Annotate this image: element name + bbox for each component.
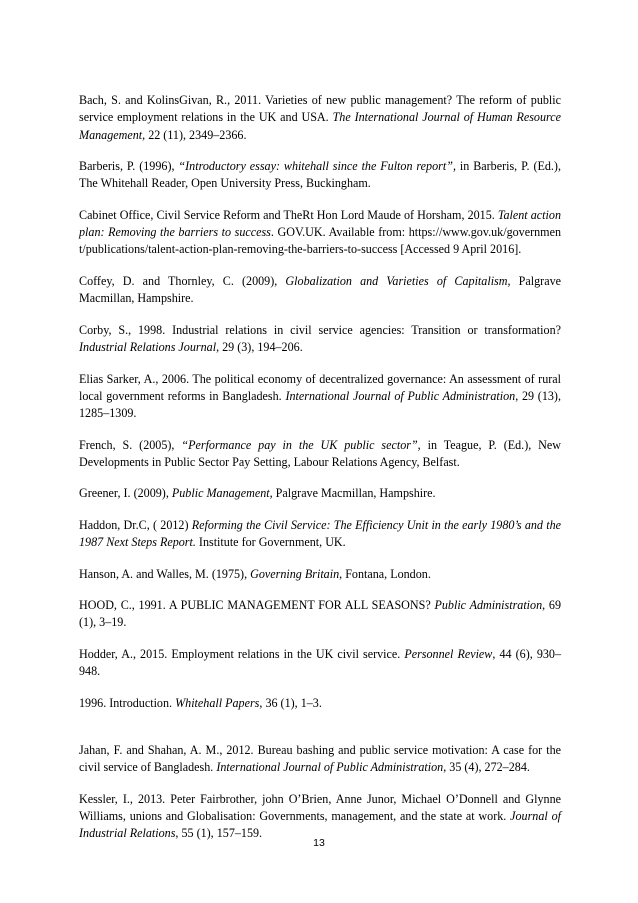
reference-entry [79,791,561,843]
reference-text: , 35 (4), 272–284. [443,760,530,775]
reference-text: , 36 (1), 1–3. [259,695,322,710]
reference-url: https://www.gov.uk/government/publications/talent-action-plan-removing-the-barriers-to-success [79,225,561,257]
reference-entry [79,437,561,472]
reference-title-italic: Globalization and Varieties of Capitalism, [285,273,511,288]
reference-title-italic: The International Journal of Human Resource Management [79,110,562,142]
reference-text: Institute for Government, UK. [195,535,346,550]
reference-text: , 44 (6), 930–948. [79,646,562,679]
reference-text: Hanson, A. and Walles, M. (1975), [79,566,251,581]
reference-text: [Accessed 9 April 2016]. [397,242,522,257]
reference-text: HOOD, C., 1991. A PUBLIC MANAGEMENT FOR ALL SEASONS? [79,598,435,613]
reference-text: French, S. (2005), [79,437,182,452]
reference-list [79,92,561,857]
reference-text: in Teague, P. (Ed.), New Developments in Public Sector Pay Setting, Labour Relations Agency, Belfast. [79,437,561,469]
reference-entry [79,158,561,193]
reference-entry [79,695,561,712]
reference-entry [79,322,561,357]
reference-text: Bach, S. and KolinsGivan, R., 2011. Varieties of new public management? The reform of public service employment relations in the UK and USA. [79,93,561,125]
reference-text: Jahan, F. and Shahan, A. M., 2012. Bureau bashing and public service motivation: A case for the civil service of Bangladesh. [79,742,561,775]
reference-text: , 55 (1), 157–159. [175,826,263,841]
reference-text: Haddon, Dr.C, ( 2012) [79,517,192,532]
reference-text: Palgrave Macmillan, Hampshire. [272,486,436,501]
reference-text: Cabinet Office, Civil Service Reform and TheRt Hon Lord Maude of Horsham, 2015. [79,207,498,222]
reference-text: Corby, S., 1998. Industrial relations in civil service agencies: Transition or transformation? [79,322,561,337]
reference-text: in Barberis, P. (Ed.), The Whitehall Reader, Open University Press, Buckingham. [79,159,561,191]
reference-text: , 69 (1), 3–19. [79,598,561,630]
reference-text: , 29 (3), 194–206. [216,340,303,355]
reference-text: , 22 (11), 2349–2366. [142,127,247,142]
reference-title-italic: Personnel Review [404,646,493,661]
reference-entry [79,273,561,308]
reference-title-italic: “Introductory essay: whitehall since the Fulton report”, [178,159,456,174]
reference-title-italic: Public Administration [434,598,543,613]
reference-entry [79,371,561,423]
reference-text: , Fontana, London. [339,566,431,581]
reference-entry [79,517,561,552]
reference-title-italic: International Journal of Public Administration [285,388,516,403]
reference-title-italic: Journal of Industrial Relations [79,809,561,841]
reference-text: 1996. Introduction. [79,695,176,710]
reference-entry [79,207,561,259]
reference-text: Greener, I. (2009), [79,486,172,501]
reference-entry [79,485,561,502]
reference-entry [79,646,561,681]
reference-text: Palgrave Macmillan, Hampshire. [79,273,561,306]
reference-text: Kessler, I., 2013. Peter Fairbrother, john O’Brien, Anne Junor, Michael O’Donnell and Glynne Williams, unions and Globalisation: Governments, management, and the state at work. [79,791,561,824]
reference-title-italic: Reforming the Civil Service: The Efficiency Unit in the early 1980’s and the 1987 Next Steps Report. [79,517,561,550]
reference-entry [79,566,561,583]
reference-text: . GOV.UK. Available from: [270,225,409,240]
reference-title-italic: Talent action plan: Removing the barriers to success [79,207,561,240]
reference-entry [79,597,561,632]
reference-text: Elias Sarker, A., 2006. The political economy of decentralized governance: An assessment of rural local government reforms in Bangladesh. [79,371,561,403]
reference-text: Coffey, D. and Thornley, C. (2009), [79,273,286,288]
reference-text: Hodder, A., 2015. Employment relations in the UK civil service. [79,646,405,661]
reference-title-italic: “Performance pay in the UK public sector”, [181,437,421,452]
page-number: 13 [313,837,325,849]
reference-text: , 29 (13), 1285–1309. [79,388,561,421]
reference-title-italic: Industrial Relations Journal [79,340,217,355]
reference-title-italic: Whitehall Papers [175,695,260,710]
reference-text: Barberis, P. (1996), [79,159,179,174]
reference-title-italic: Public Management, [171,486,273,501]
reference-entry [79,742,561,777]
reference-title-italic: Governing Britain [250,566,340,581]
reference-entry [79,92,561,144]
reference-title-italic: International Journal of Public Administration [216,760,444,775]
